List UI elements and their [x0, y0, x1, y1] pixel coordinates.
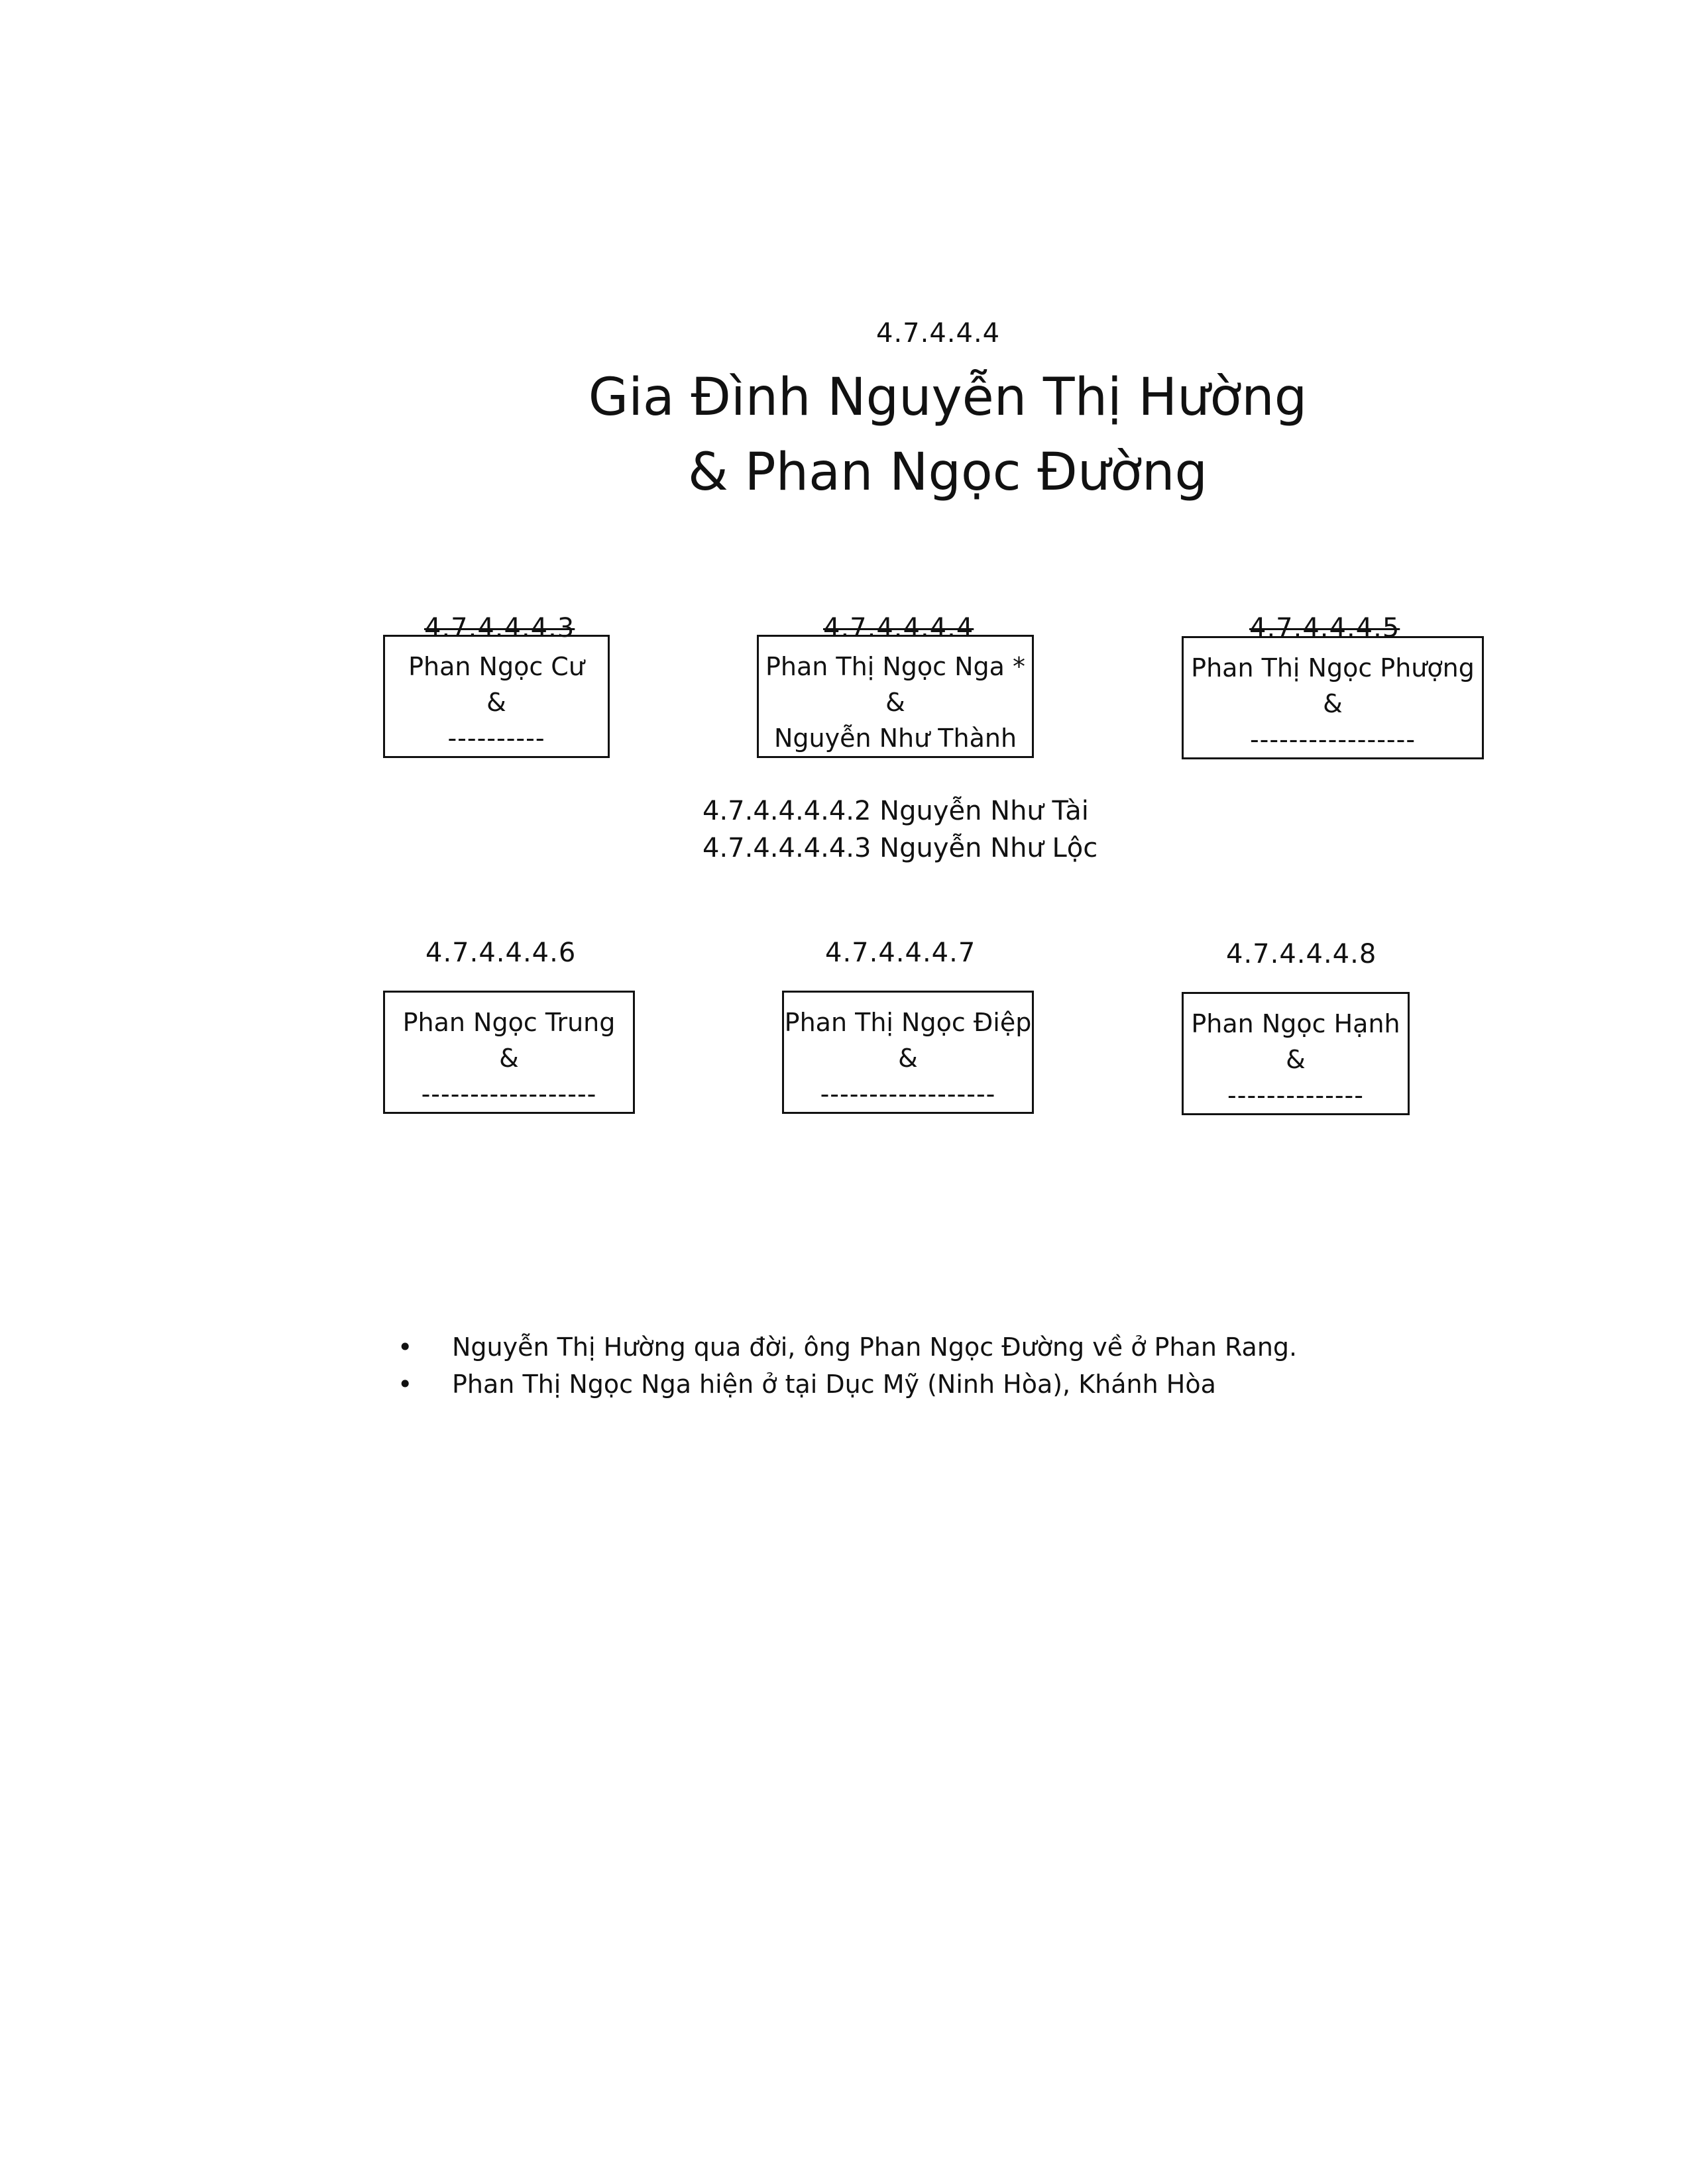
ampersand: & [898, 1044, 918, 1073]
note-item [398, 1366, 1297, 1403]
child-box [1182, 992, 1410, 1115]
child-code: 4.7.4.4.4.7 [825, 938, 976, 968]
spouse-name: -------------- [1227, 1081, 1364, 1110]
child-box [383, 635, 610, 758]
child-code: 4.7.4.4.4.5 [1249, 613, 1400, 643]
ampersand: & [1286, 1045, 1306, 1074]
grandchildren-list [702, 792, 1097, 867]
child-name: Phan Thị Ngọc Phượng [1191, 653, 1475, 682]
note-text: Phan Thị Ngọc Nga hiện ở tại Dục Mỹ (Ninh Hòa), Khánh Hòa [452, 1370, 1216, 1399]
child-box [1182, 636, 1484, 759]
child-box [782, 991, 1034, 1114]
spouse-name: ----------------- [1249, 725, 1416, 754]
child-code: 4.7.4.4.4.4 [823, 613, 974, 643]
child-name: Phan Ngọc Cư [408, 652, 585, 681]
note-item [398, 1329, 1297, 1366]
grandchild-entry: 4.7.4.4.4.4.2 Nguyễn Như Tài [702, 796, 1089, 826]
family-code: 4.7.4.4.4 [876, 318, 1001, 349]
spouse-name: ---------- [447, 724, 545, 753]
spouse-name: ------------------ [421, 1079, 597, 1109]
spouse-name: Nguyễn Như Thành [773, 724, 1017, 753]
child-name: Phan Ngọc Trung [402, 1008, 616, 1037]
grandchild-entry: 4.7.4.4.4.4.3 Nguyễn Như Lộc [702, 833, 1098, 863]
bullet-icon: • [398, 1370, 413, 1399]
ampersand: & [486, 688, 506, 717]
child-name: Phan Thị Ngọc Điệp [784, 1008, 1032, 1037]
child-code: 4.7.4.4.4.3 [424, 613, 575, 643]
spouse-name: ------------------ [820, 1079, 996, 1109]
child-code: 4.7.4.4.4.6 [425, 938, 577, 968]
child-name: Phan Ngọc Hạnh [1191, 1009, 1400, 1038]
bullet-icon: • [398, 1333, 413, 1362]
notes-list [398, 1329, 1297, 1403]
child-box [757, 635, 1034, 758]
child-box [383, 991, 635, 1114]
note-text: Nguyễn Thị Hường qua đời, ông Phan Ngọc Đường về ở Phan Rang. [452, 1333, 1298, 1362]
ampersand: & [1323, 689, 1343, 718]
page-title-line2: & Phan Ngọc Đường [688, 443, 1208, 502]
page-title-line1: Gia Đình Nguyễn Thị Hường [588, 368, 1308, 427]
child-code: 4.7.4.4.4.8 [1226, 939, 1377, 969]
ampersand: & [499, 1044, 519, 1073]
ampersand: & [885, 688, 905, 717]
child-name: Phan Thị Ngọc Nga * [765, 652, 1026, 681]
